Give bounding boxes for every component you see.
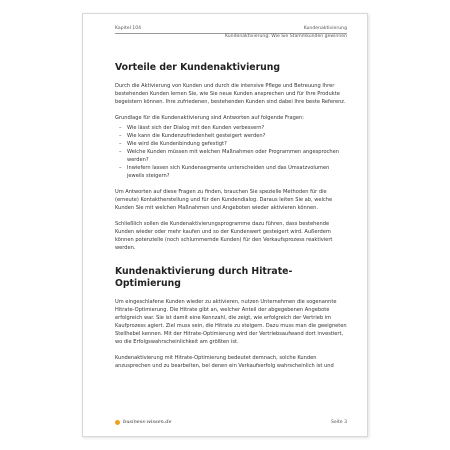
page-number: Seite 3 xyxy=(330,419,347,425)
list-item: – Welche Kunden müssen mit welchen Maßnahmen oder Programmen angesprochen werden? xyxy=(119,149,339,163)
header-chapter: Kapitel 104 xyxy=(115,26,142,31)
list-item: – Inwiefern lassen sich Kundensegmente unterscheiden und das Umsatzvolumen jeweils steigern? xyxy=(119,165,330,179)
list-item: – Wie kann die Kundenzufriedenheit gesteigert werden? xyxy=(119,133,266,139)
page-content xyxy=(115,62,347,370)
paragraph-intro: Durch die Aktivierung von Kunden und durch die intensive Pflege und Betreuung Ihrer bestehenden Kunden lernen Sie, wie Sie neue Kunden ansprechen und für Ihre Produkte begeistern können. Ihre zufriedenen, bestehenden Kunden sind dabei Ihre beste Referenz. xyxy=(115,83,346,105)
question-list xyxy=(115,124,347,180)
running-header xyxy=(115,26,347,40)
list-item: – Wie lässt sich der Dialog mit den Kunden verbessern? xyxy=(119,125,265,131)
header-subtitle: Kundenaktivierung: Wie Sie Stammkunden gewinnen xyxy=(224,34,347,39)
list-item: – Wie wird die Kundenbindung gefestigt? xyxy=(119,141,227,147)
brand-name: business-wissen.de xyxy=(123,419,172,425)
section-heading-hitrate: Kundenaktivierung durch Hitrate-Optimierung xyxy=(115,266,293,289)
paragraph-lead: Grundlage für die Kundenaktivierung sind Antworten auf folgende Fragen: xyxy=(115,115,304,121)
paragraph-hitrate: Um eingeschlafene Kunden wieder zu aktivieren, nutzen Unternehmen die sogenannte Hitrate-Optimierung. Die Hitrate gibt an, welcher Anteil der abgegebenen Angebote erfolgreich war. Sie ist damit eine Kennzahl, die zeigt, wie erfolgreich der Vertrieb im Kaufprozess agiert. Ziel muss sein, die Hitrate zu steigern. Dazu muss man die geeigneten Stellhebel kennen. Mit der Hitrate-Optimierung wird der Vertriebsaufwand dort investiert, wo die Erfolgswahrscheinlichkeit am größten ist. xyxy=(115,299,347,345)
paragraph-methods: Um Antworten auf diese Fragen zu finden, brauchen Sie spezielle Methoden für die (erneute) Kontaktherstellung und für den Kundendialog. Daraus leiten Sie ab, welche Kunden Sie mit welchen Maßnahmen und Angeboten wieder aktivieren können. xyxy=(115,189,333,211)
paragraph-hitrate-meaning: Kundenaktivierung mit Hitrate-Optimierung bedeutet demnach, solche Kunden anzusprechen und zu bearbeiten, bei denen ein Verkaufserfolg wahrscheinlich ist und xyxy=(115,355,334,369)
section-heading-advantages: Vorteile der Kundenaktivierung xyxy=(115,62,281,73)
document-page xyxy=(82,13,368,437)
paragraph-programs: Schließlich sollen die Kundenaktivierungsprogramme dazu führen, dass bestehende Kunden wieder oder mehr kaufen und so der Kundenwert gesteigert wird. Außerdem können potenzielle (noch schlummernde Kunden) für den Verkaufsprozess reaktiviert werden. xyxy=(115,221,333,251)
page-footer xyxy=(115,419,347,425)
header-section: Kundenaktivierung xyxy=(303,26,347,31)
brand-logo xyxy=(115,419,172,425)
brand-dot-icon xyxy=(115,420,120,425)
